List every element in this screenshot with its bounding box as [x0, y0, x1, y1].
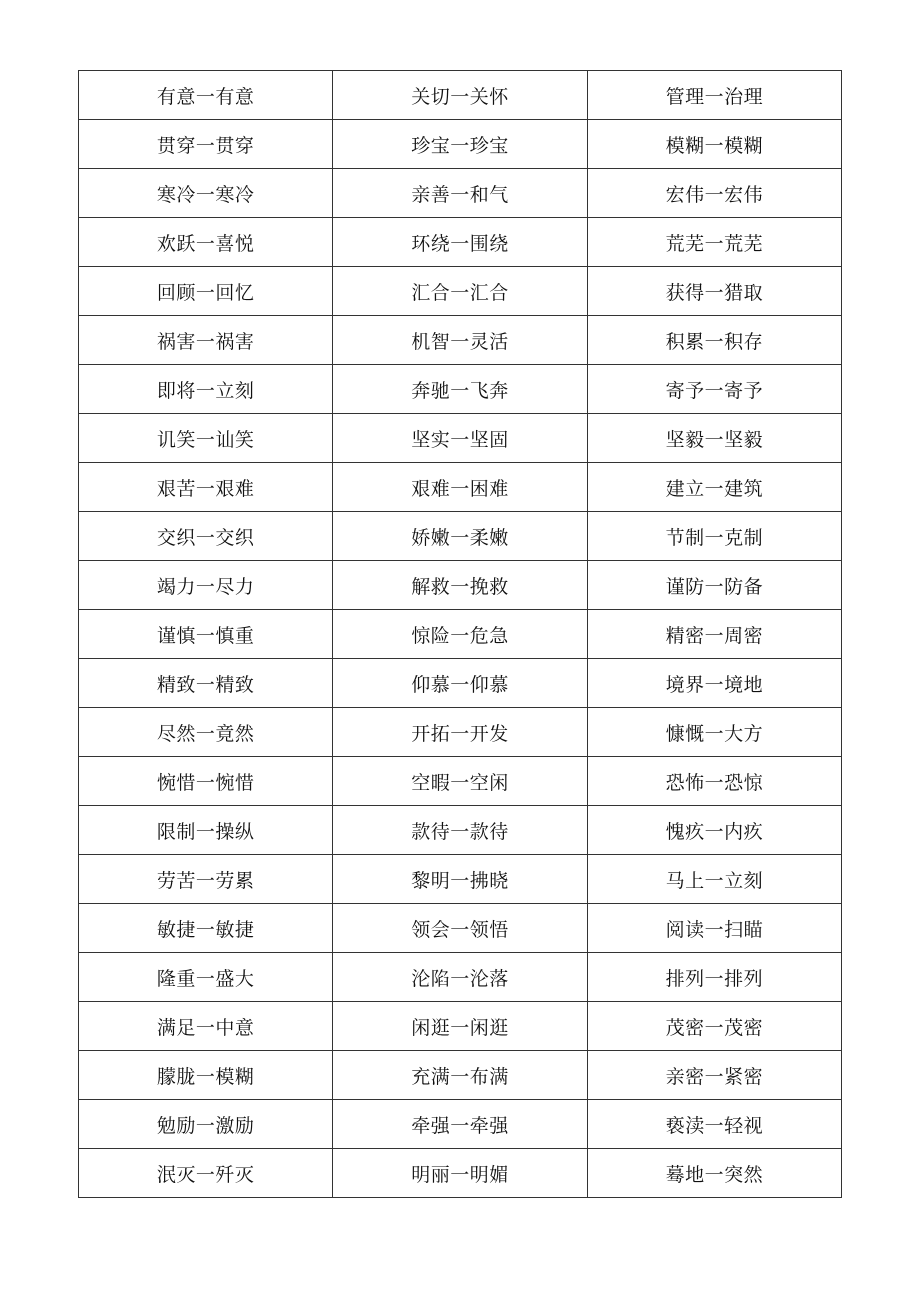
- table-cell-word-pair: 领会一领悟: [333, 904, 587, 953]
- table-row: [79, 316, 842, 365]
- table-cell-word-pair: 充满一布满: [333, 1051, 587, 1100]
- table-cell-word-pair: 阅读一扫瞄: [587, 904, 841, 953]
- table-cell-word-pair: 娇嫩一柔嫩: [333, 512, 587, 561]
- table-cell-word-pair: 谨防一防备: [587, 561, 841, 610]
- table-row: [79, 1149, 842, 1198]
- table-cell-word-pair: 艰难一困难: [333, 463, 587, 512]
- table-cell-word-pair: 排列一排列: [587, 953, 841, 1002]
- table-row: [79, 267, 842, 316]
- table-cell-word-pair: 明丽一明媚: [333, 1149, 587, 1198]
- table-cell-word-pair: 祸害一祸害: [79, 316, 333, 365]
- table-row: [79, 659, 842, 708]
- table-row: [79, 414, 842, 463]
- table-cell-word-pair: 精密一周密: [587, 610, 841, 659]
- table-cell-word-pair: 寄予一寄予: [587, 365, 841, 414]
- table-cell-word-pair: 隆重一盛大: [79, 953, 333, 1002]
- table-cell-word-pair: 恐怖一恐惊: [587, 757, 841, 806]
- table-cell-word-pair: 牵强一牵强: [333, 1100, 587, 1149]
- table-cell-word-pair: 款待一款待: [333, 806, 587, 855]
- table-cell-word-pair: 竭力一尽力: [79, 561, 333, 610]
- table-cell-word-pair: 关切一关怀: [333, 71, 587, 120]
- table-cell-word-pair: 节制一克制: [587, 512, 841, 561]
- table-cell-word-pair: 泯灭一歼灭: [79, 1149, 333, 1198]
- table-cell-word-pair: 限制一操纵: [79, 806, 333, 855]
- table-cell-word-pair: 坚毅一坚毅: [587, 414, 841, 463]
- table-cell-word-pair: 慷慨一大方: [587, 708, 841, 757]
- table-cell-word-pair: 满足一中意: [79, 1002, 333, 1051]
- table-cell-word-pair: 沦陷一沦落: [333, 953, 587, 1002]
- table-cell-word-pair: 马上一立刻: [587, 855, 841, 904]
- synonym-table-body: [79, 71, 842, 1198]
- table-cell-word-pair: 茂密一茂密: [587, 1002, 841, 1051]
- table-row: [79, 365, 842, 414]
- table-cell-word-pair: 回顾一回忆: [79, 267, 333, 316]
- table-cell-word-pair: 勉励一激励: [79, 1100, 333, 1149]
- table-row: [79, 806, 842, 855]
- table-cell-word-pair: 艰苦一艰难: [79, 463, 333, 512]
- table-cell-word-pair: 欢跃一喜悦: [79, 218, 333, 267]
- table-cell-word-pair: 宏伟一宏伟: [587, 169, 841, 218]
- table-cell-word-pair: 环绕一围绕: [333, 218, 587, 267]
- table-cell-word-pair: 即将一立刻: [79, 365, 333, 414]
- table-row: [79, 953, 842, 1002]
- table-row: [79, 1002, 842, 1051]
- table-cell-word-pair: 亲善一和气: [333, 169, 587, 218]
- table-cell-word-pair: 交织一交织: [79, 512, 333, 561]
- table-row: [79, 855, 842, 904]
- table-cell-word-pair: 尽然一竟然: [79, 708, 333, 757]
- table-cell-word-pair: 荒芜一荒芜: [587, 218, 841, 267]
- table-cell-word-pair: 获得一猎取: [587, 267, 841, 316]
- synonym-table: [78, 70, 842, 1198]
- table-cell-word-pair: 管理一治理: [587, 71, 841, 120]
- table-cell-word-pair: 坚实一坚固: [333, 414, 587, 463]
- table-cell-word-pair: 开拓一开发: [333, 708, 587, 757]
- table-row: [79, 561, 842, 610]
- table-cell-word-pair: 奔驰一飞奔: [333, 365, 587, 414]
- table-cell-word-pair: 解救一挽救: [333, 561, 587, 610]
- table-cell-word-pair: 模糊一模糊: [587, 120, 841, 169]
- table-cell-word-pair: 机智一灵活: [333, 316, 587, 365]
- table-cell-word-pair: 境界一境地: [587, 659, 841, 708]
- table-cell-word-pair: 建立一建筑: [587, 463, 841, 512]
- table-cell-word-pair: 惋惜一惋惜: [79, 757, 333, 806]
- table-cell-word-pair: 寒冷一寒冷: [79, 169, 333, 218]
- table-cell-word-pair: 亲密一紧密: [587, 1051, 841, 1100]
- table-row: [79, 757, 842, 806]
- table-row: [79, 120, 842, 169]
- table-row: [79, 708, 842, 757]
- table-row: [79, 71, 842, 120]
- table-cell-word-pair: 珍宝一珍宝: [333, 120, 587, 169]
- table-row: [79, 463, 842, 512]
- table-row: [79, 218, 842, 267]
- table-cell-word-pair: 敏捷一敏捷: [79, 904, 333, 953]
- table-cell-word-pair: 贯穿一贯穿: [79, 120, 333, 169]
- table-cell-word-pair: 空暇一空闲: [333, 757, 587, 806]
- table-cell-word-pair: 讥笑一讪笑: [79, 414, 333, 463]
- table-cell-word-pair: 仰慕一仰慕: [333, 659, 587, 708]
- table-row: [79, 512, 842, 561]
- table-cell-word-pair: 汇合一汇合: [333, 267, 587, 316]
- table-cell-word-pair: 朦胧一模糊: [79, 1051, 333, 1100]
- table-cell-word-pair: 蓦地一突然: [587, 1149, 841, 1198]
- table-cell-word-pair: 黎明一拂晓: [333, 855, 587, 904]
- table-cell-word-pair: 闲逛一闲逛: [333, 1002, 587, 1051]
- table-row: [79, 169, 842, 218]
- table-cell-word-pair: 劳苦一劳累: [79, 855, 333, 904]
- table-cell-word-pair: 有意一有意: [79, 71, 333, 120]
- table-cell-word-pair: 惊险一危急: [333, 610, 587, 659]
- table-cell-word-pair: 积累一积存: [587, 316, 841, 365]
- table-row: [79, 610, 842, 659]
- table-row: [79, 1100, 842, 1149]
- table-cell-word-pair: 精致一精致: [79, 659, 333, 708]
- table-cell-word-pair: 谨慎一慎重: [79, 610, 333, 659]
- table-row: [79, 904, 842, 953]
- table-cell-word-pair: 亵渎一轻视: [587, 1100, 841, 1149]
- table-cell-word-pair: 愧疚一内疚: [587, 806, 841, 855]
- table-row: [79, 1051, 842, 1100]
